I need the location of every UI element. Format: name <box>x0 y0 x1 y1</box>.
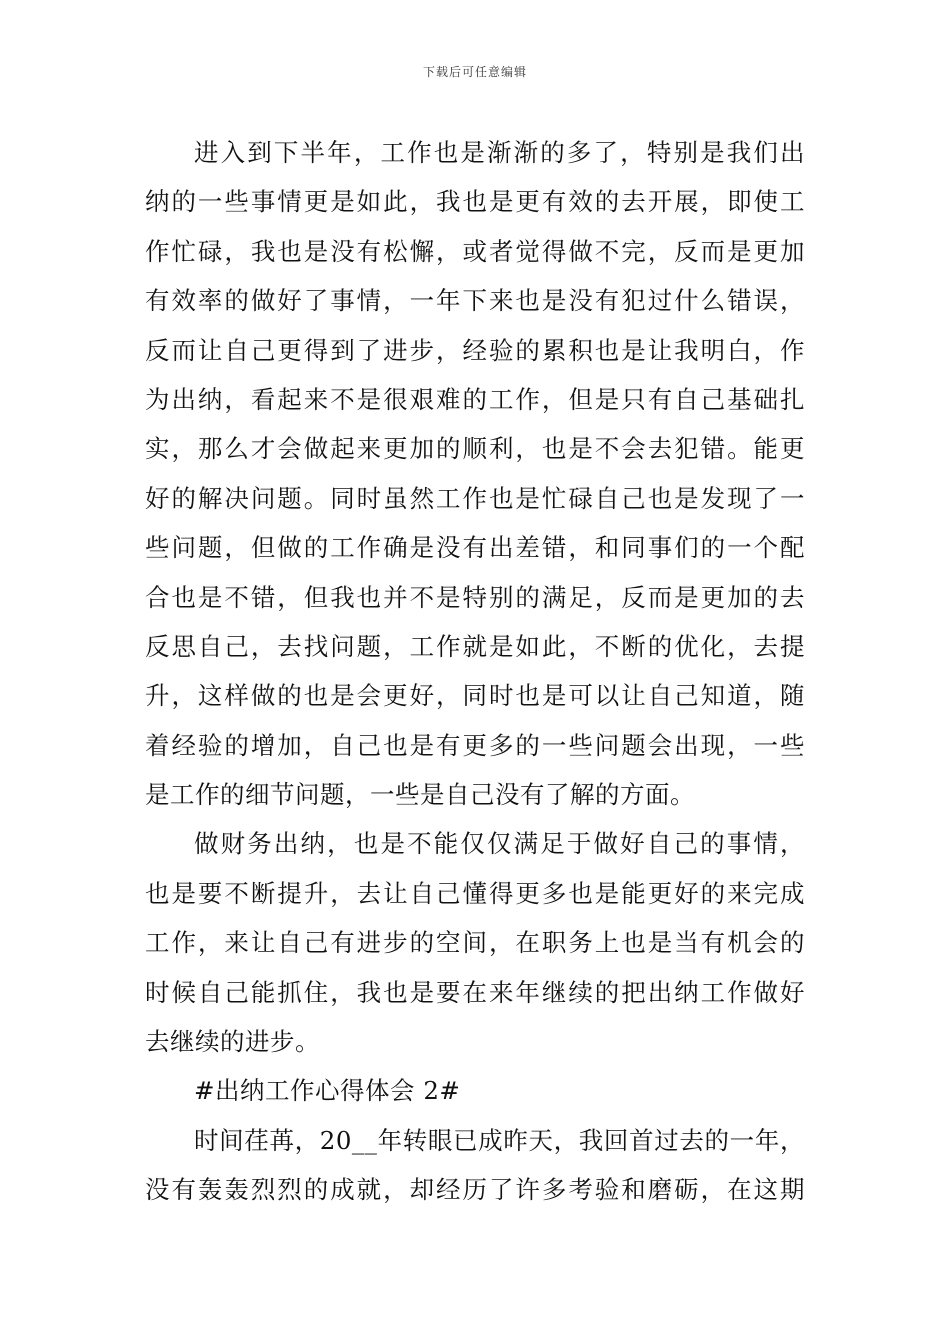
paragraph-line: 时间荏苒，20__年转眼已成昨天，我回首过去的一年， <box>194 1125 805 1155</box>
paragraph-line: 实，那么才会做起来更加的顺利，也是不会去犯错。能更 <box>145 434 805 464</box>
paragraph-1 <box>145 128 805 819</box>
paragraph-line: 反而让自己更得到了进步，经验的累积也是让我明白，作 <box>145 335 805 365</box>
paragraph-line: 升，这样做的也是会更好，同时也是可以让自己知道，随 <box>145 681 805 711</box>
paragraph-line: 进入到下半年，工作也是渐渐的多了，特别是我们出 <box>194 138 805 167</box>
paragraph-line: 是工作的细节问题，一些是自己没有了解的方面。 <box>145 780 695 810</box>
paragraph-line: 工作，来让自己有进步的空间，在职务上也是当有机会的 <box>145 928 805 958</box>
paragraph-line: 为出纳，看起来不是很艰难的工作，但是只有自己基础扎 <box>145 384 805 414</box>
section-heading <box>145 1066 805 1115</box>
paragraph-line: 作忙碌，我也是没有松懈，或者觉得做不完，反而是更加 <box>145 236 805 266</box>
page-header: 下载后可任意编辑 <box>422 65 527 79</box>
paragraph-2 <box>145 819 805 1066</box>
paragraph-line: 着经验的增加，自己也是有更多的一些问题会出现，一些 <box>145 730 805 760</box>
paragraph-line: 也是要不断提升，去让自己懂得更多也是能更好的来完成 <box>145 878 805 908</box>
section-heading-text: #出纳工作心得体会 2# <box>194 1076 461 1106</box>
paragraph-line: 合也是不错，但我也并不是特别的满足，反而是更加的去 <box>145 582 805 612</box>
paragraph-line: 纳的一些事情更是如此，我也是更有效的去开展，即使工 <box>145 187 805 217</box>
paragraph-line: 做财务出纳，也是不能仅仅满足于做好自己的事情， <box>194 829 805 859</box>
paragraph-line: 没有轰轰烈烈的成就，却经历了许多考验和磨砺，在这期 <box>145 1175 805 1205</box>
paragraph-line: 些问题，但做的工作确是没有出差错，和同事们的一个配 <box>145 533 805 563</box>
paragraph-3 <box>145 1116 805 1215</box>
paragraph-line: 好的解决问题。同时虽然工作也是忙碌自己也是发现了一 <box>145 483 805 513</box>
paragraph-line: 时候自己能抓住，我也是要在来年继续的把出纳工作做好 <box>145 977 805 1007</box>
paragraph-line: 有效率的做好了事情，一年下来也是没有犯过什么错误， <box>145 286 805 316</box>
paragraph-line: 去继续的进步。 <box>145 1027 320 1057</box>
document-body <box>145 128 805 1215</box>
paragraph-line: 反思自己，去找问题，工作就是如此，不断的优化，去提 <box>145 631 805 661</box>
